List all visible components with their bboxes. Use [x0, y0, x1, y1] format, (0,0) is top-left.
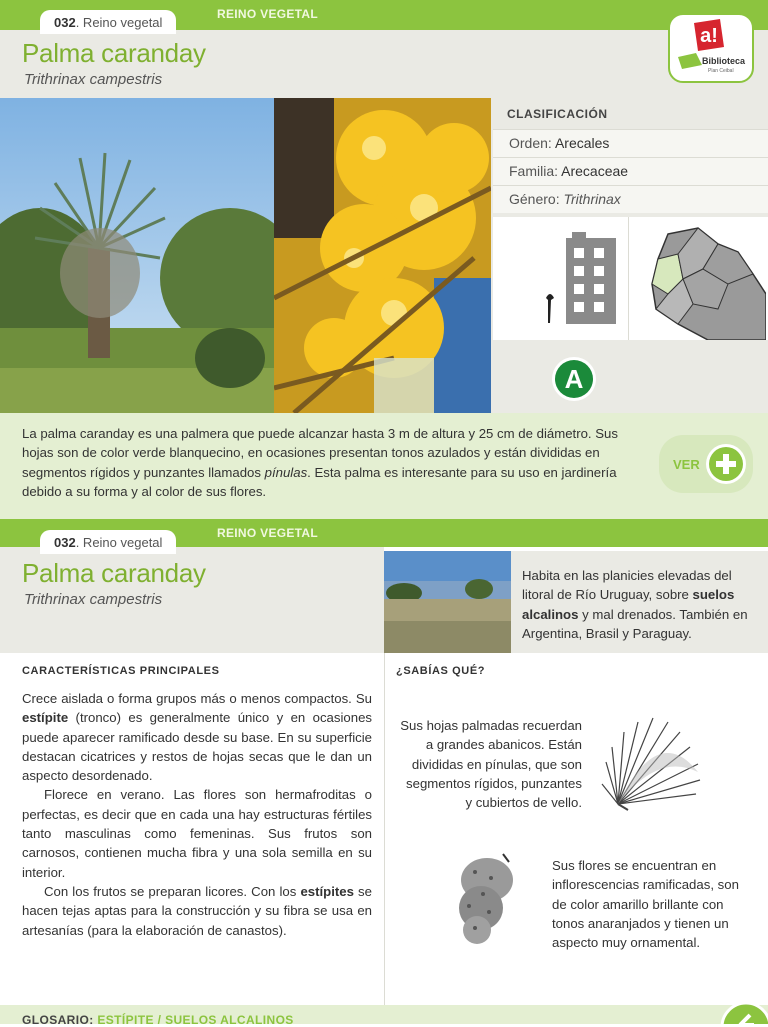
tab-label: . Reino vegetal	[75, 15, 163, 30]
classification-heading: CLASIFICACIÓN	[507, 107, 608, 121]
plus-icon	[705, 443, 747, 485]
card-tab-2	[40, 530, 176, 554]
ver-more-button[interactable]	[659, 435, 753, 493]
tab-number: 032	[54, 15, 76, 30]
size-comparison-icon	[536, 228, 620, 328]
tab-number: 032	[54, 535, 76, 550]
features-text: Crece aislada o forma grupos más o menos compactos. Su estípite (tronco) es generalmente único y en ocasiones puede aparecer ramificado desde su base. En su superficie destacan cicatrices y restos de hojas secas que le dan un aspecto desordenado. Florece en verano. Las flores son hermafroditas o perfectas, es decir que en cada una hay estructuras fértiles tanto masculinas como femeninas. Sus frutos son carnosos, contienen mucha fibra y una sola semilla en su interior. Con los frutos se preparan licores. Con los estípites se hacen tejas aptas para la construcción y su fibra se usa en artesanías (para la elaboración de canastos).	[22, 691, 372, 938]
habitat-text: Habita en las planicies elevadas del litoral de Río Uruguay, sobre suelos alcalinos y mal drenados. También en Argentina, Brasil y Paraguay.	[522, 568, 748, 641]
classification-row: Familia: Arecaceae	[493, 157, 768, 185]
flower-cluster-illustration	[455, 850, 525, 948]
logo-sub: Plan Ceibal	[708, 68, 734, 74]
status-badge-letter: A	[564, 364, 584, 394]
divider	[628, 217, 629, 340]
habitat-photo	[384, 551, 511, 653]
flowers-photo	[274, 98, 491, 413]
page-title: Palma caranday	[22, 38, 206, 68]
back-button[interactable]	[718, 1001, 768, 1024]
card-tab	[40, 10, 176, 34]
scientific-name: Trithrinax campestris	[24, 71, 163, 88]
glossary-label: GLOSARIO:	[22, 1013, 94, 1027]
uruguay-map	[648, 224, 766, 340]
glossary-terms[interactable]: ESTÍPITE / SUELOS ALCALINOS	[97, 1013, 294, 1027]
did-you-know-heading: ¿SABÍAS QUÉ?	[396, 665, 486, 677]
description-text: La palma caranday es una palmera que puede alcanzar hasta 3 m de altura y 25 cm de diámetro. Sus hojas son de color verde blanquecino, en ocasiones presentan tonos azulados y están divididas en segmentos rígidos y punzantes llamados pínulas. Esta palma es interesante para su uso en jardinería debido a su forma y al color de sus flores.	[22, 426, 618, 499]
ver-label: VER	[673, 457, 700, 472]
glossary	[22, 1013, 294, 1027]
leaf-illustration	[598, 712, 706, 812]
status-badge	[551, 356, 597, 402]
biblioteca-logo[interactable]	[668, 13, 754, 83]
page-title-2: Palma caranday	[22, 558, 206, 588]
fact-flowers-text: Sus flores se encuentran en inflorescencias ramificadas, son de color amarillo brillante con tonos anaranjados y tienen un aspecto muy ornamental.	[552, 858, 739, 951]
section-label-2: REINO VEGETAL	[217, 526, 319, 540]
classification-row: Orden: Arecales	[493, 129, 768, 157]
section-label: REINO VEGETAL	[217, 7, 319, 21]
classification-row: Género: Trithrinax	[493, 185, 768, 213]
classification-list	[493, 129, 768, 213]
logo-brand: Biblioteca	[702, 56, 746, 66]
palm-tree-photo	[0, 98, 274, 413]
svg-text:a!: a!	[700, 25, 718, 47]
column-divider	[384, 653, 385, 1005]
tab-label: . Reino vegetal	[75, 535, 163, 550]
scientific-name-2: Trithrinax campestris	[24, 591, 163, 608]
features-heading: CARACTERÍSTICAS PRINCIPALES	[22, 665, 220, 677]
fact-leaves-text: Sus hojas palmadas recuerdan a grandes abanicos. Están divididas en pínulas, que son segmentos rígidos, punzantes y cubiertos de vello.	[400, 718, 582, 811]
